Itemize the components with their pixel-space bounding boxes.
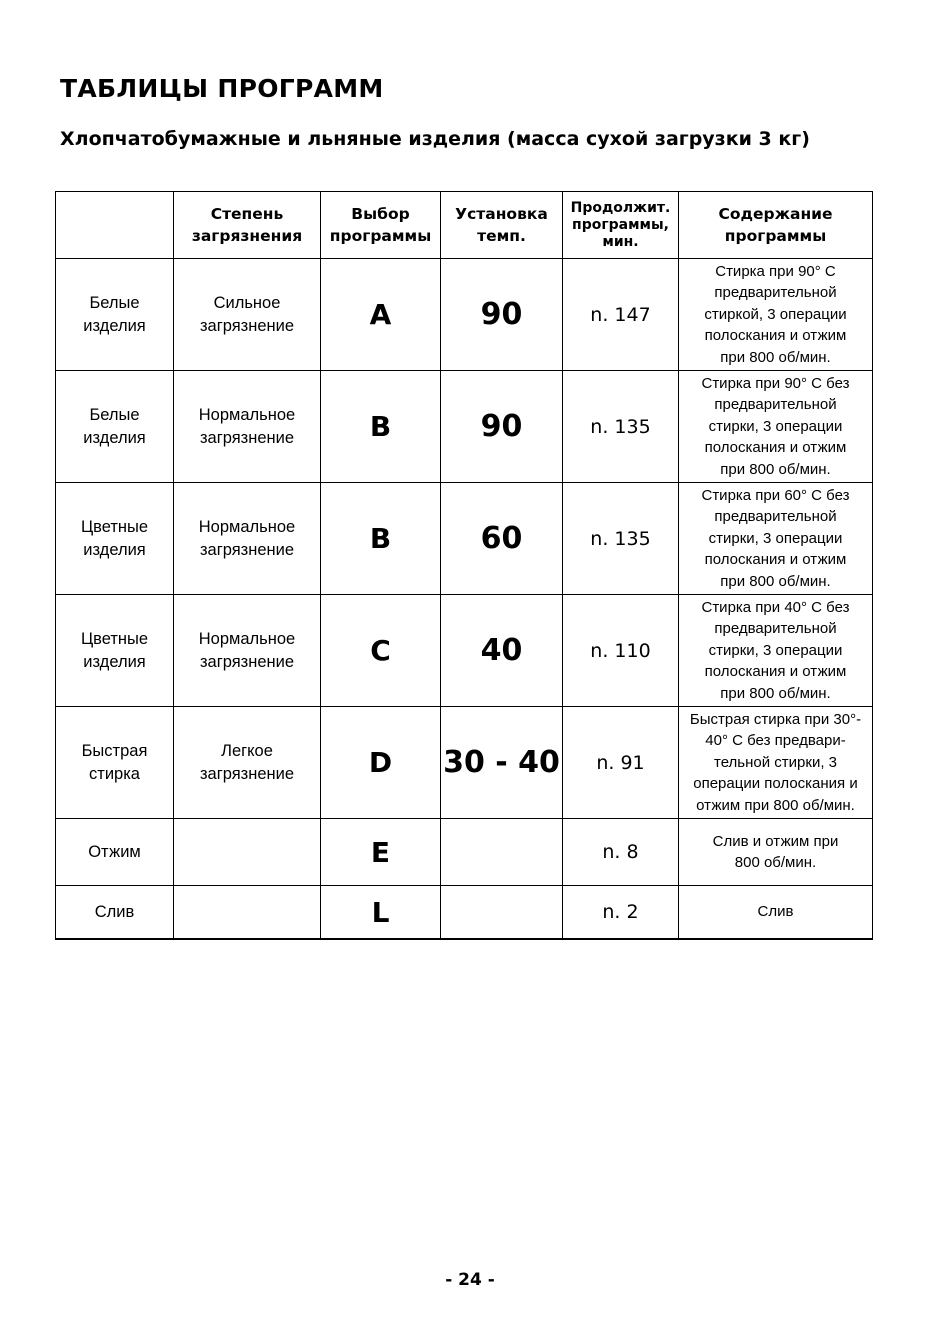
item-type-cell: Слив xyxy=(56,886,174,940)
item-type-cell xyxy=(56,595,174,707)
program-letter-cell: A xyxy=(321,259,441,371)
item-type-text: Быстрая xyxy=(81,741,148,760)
item-type-cell xyxy=(56,371,174,483)
description-cell xyxy=(679,707,873,819)
description-line: предварительной xyxy=(714,620,837,638)
programs-table xyxy=(55,191,873,940)
description-line: операции полоскания и xyxy=(693,775,858,793)
description-line: Слив xyxy=(757,903,794,921)
duration-cell: n. 147 xyxy=(563,259,679,371)
header-cell-temperature xyxy=(441,192,563,259)
description-line: стирки, 3 операции xyxy=(708,641,843,659)
description-line: отжим при 800 об/мин. xyxy=(696,796,855,814)
item-type-cell xyxy=(56,707,174,819)
description-line: Быстрая стирка при 30°- xyxy=(689,710,862,728)
program-letter-cell: B xyxy=(321,371,441,483)
description-line: полоскания и отжим xyxy=(704,663,847,681)
table-row xyxy=(56,707,873,819)
program-letter-cell: L xyxy=(321,886,441,940)
description-line: стиркой, 3 операции xyxy=(704,305,847,323)
temperature-cell xyxy=(441,886,563,940)
header-text: программы, xyxy=(572,216,669,233)
table-row xyxy=(56,259,873,371)
soil-degree-text: Нормальное xyxy=(198,517,296,536)
description-line: предварительной xyxy=(714,396,837,414)
temperature-cell: 90 xyxy=(441,259,563,371)
soil-degree-cell xyxy=(174,259,321,371)
table-row xyxy=(56,819,873,886)
soil-degree-text: загрязнение xyxy=(199,428,295,447)
header-text: темп. xyxy=(477,227,526,245)
item-type-text: изделия xyxy=(83,428,146,447)
temperature-cell: 40 xyxy=(441,595,563,707)
program-letter-cell: C xyxy=(321,595,441,707)
soil-degree-cell xyxy=(174,819,321,886)
description-line: полоскания и отжим xyxy=(704,439,847,457)
item-type-text: Белые xyxy=(89,293,140,312)
duration-cell: n. 135 xyxy=(563,483,679,595)
description-line: при 800 об/мин. xyxy=(720,572,831,590)
header-text: Продолжит. xyxy=(570,199,671,216)
table-row xyxy=(56,483,873,595)
soil-degree-text: загрязнение xyxy=(199,316,295,335)
page-number: - 24 - xyxy=(445,1270,495,1290)
header-cell-item-type xyxy=(56,192,174,259)
program-letter-cell: E xyxy=(321,819,441,886)
header-text: Установка xyxy=(455,205,548,223)
description-line: стирки, 3 операции xyxy=(708,529,843,547)
item-type-text: Цветные xyxy=(80,629,149,648)
temperature-cell: 30 - 40 xyxy=(441,707,563,819)
item-type-cell xyxy=(56,259,174,371)
description-line: Стирка при 90° С без xyxy=(701,374,850,392)
header-text: мин. xyxy=(602,233,639,250)
program-letter-cell: B xyxy=(321,483,441,595)
description-line: при 800 об/мин. xyxy=(720,460,831,478)
table-subtitle: Хлопчатобумажные и льняные изделия (масса сухой загрузки 3 кг) xyxy=(60,128,810,150)
description-cell xyxy=(679,819,873,886)
description-line: предварительной xyxy=(714,508,837,526)
soil-degree-cell xyxy=(174,886,321,940)
item-type-text: изделия xyxy=(83,540,146,559)
header-text: программы xyxy=(329,227,432,245)
soil-degree-cell xyxy=(174,707,321,819)
header-text: загрязнения xyxy=(191,227,303,245)
soil-degree-text: Нормальное xyxy=(198,405,296,424)
soil-degree-cell xyxy=(174,595,321,707)
item-type-cell: Отжим xyxy=(56,819,174,886)
header-text: программы xyxy=(724,227,827,245)
item-type-text: стирка xyxy=(89,764,140,783)
duration-cell: n. 135 xyxy=(563,371,679,483)
item-type-text: Цветные xyxy=(80,517,149,536)
table-row xyxy=(56,595,873,707)
table-row xyxy=(56,886,873,940)
duration-cell: n. 110 xyxy=(563,595,679,707)
item-type-text: изделия xyxy=(83,652,146,671)
soil-degree-text: загрязнение xyxy=(199,540,295,559)
soil-degree-text: Сильное xyxy=(213,293,281,312)
duration-cell: n. 2 xyxy=(563,886,679,940)
soil-degree-cell xyxy=(174,371,321,483)
description-line: Стирка при 90° С xyxy=(715,262,836,280)
program-letter-cell: D xyxy=(321,707,441,819)
description-cell xyxy=(679,886,873,940)
page-title: ТАБЛИЦЫ ПРОГРАММ xyxy=(60,74,384,103)
description-cell xyxy=(679,483,873,595)
header-text: Выбор xyxy=(351,205,410,223)
table-header-row xyxy=(56,192,873,259)
header-cell-description xyxy=(679,192,873,259)
description-line: тельной стирки, 3 xyxy=(714,753,837,771)
description-line: при 800 об/мин. xyxy=(720,348,831,366)
description-line: Стирка при 60° С без xyxy=(701,486,850,504)
description-cell xyxy=(679,371,873,483)
description-cell xyxy=(679,259,873,371)
duration-cell: n. 91 xyxy=(563,707,679,819)
description-line: полоскания и отжим xyxy=(704,551,847,569)
description-cell xyxy=(679,595,873,707)
soil-degree-text: Нормальное xyxy=(198,629,296,648)
item-type-text: Белые xyxy=(89,405,140,424)
temperature-cell xyxy=(441,819,563,886)
temperature-cell: 90 xyxy=(441,371,563,483)
header-cell-program-select xyxy=(321,192,441,259)
description-line: Слив и отжим при xyxy=(712,832,839,850)
soil-degree-text: загрязнение xyxy=(199,764,295,783)
temperature-cell: 60 xyxy=(441,483,563,595)
duration-cell: n. 8 xyxy=(563,819,679,886)
header-cell-soil-degree xyxy=(174,192,321,259)
soil-degree-text: загрязнение xyxy=(199,652,295,671)
description-line: при 800 об/мин. xyxy=(720,684,831,702)
header-text: Содержание xyxy=(718,205,833,223)
item-type-cell xyxy=(56,483,174,595)
soil-degree-text: Легкое xyxy=(221,741,273,760)
table-row xyxy=(56,371,873,483)
soil-degree-cell xyxy=(174,483,321,595)
description-line: стирки, 3 операции xyxy=(708,417,843,435)
description-line: полоскания и отжим xyxy=(704,327,847,345)
header-text: Степень xyxy=(210,205,284,223)
header-cell-duration xyxy=(563,192,679,259)
description-line: 40° С без предвари- xyxy=(705,732,846,750)
description-line: Стирка при 40° С без xyxy=(701,598,850,616)
description-line: предварительной xyxy=(714,284,837,302)
description-line: 800 об/мин. xyxy=(734,854,817,871)
item-type-text: изделия xyxy=(83,316,146,335)
